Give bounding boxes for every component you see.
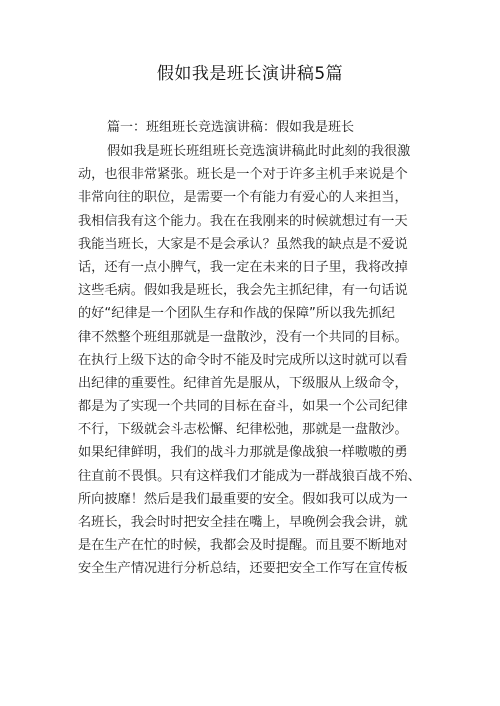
section-heading: 篇一：班组班长竞选演讲稿：假如我是班长 — [107, 120, 355, 135]
paragraph-line: 我相信我有这个能力。我在在我刚来的时候就想过有一天 — [78, 213, 408, 229]
paragraph-line: 话，还有一点小脾气，我一定在未来的日子里，我将改掉 — [78, 259, 408, 275]
paragraph-line: 我能当班长，大家是不是会承认？虽然我的缺点是不爱说 — [78, 236, 408, 252]
paragraph-line: 往直前不畏惧。只有这样我们才能成为一群战狼百战不殆、 — [78, 468, 421, 484]
paragraph-line: 这些毛病。假如我是班长，我会先主抓纪律，有一句话说 — [78, 283, 408, 299]
paragraph-line: 假如我是班长班组班长竞选演讲稿此时此刻的我很激 — [107, 144, 411, 159]
paragraph-line: 的好“纪律是一个团队生存和作战的保障”所以我先抓纪 — [78, 306, 395, 322]
paragraph-line: 律不然整个班组那就是一盘散沙，没有一个共同的目标。 — [78, 329, 408, 345]
paragraph-line: 安全生产情况进行分析总结，还要把安全工作写在宣传板 — [78, 561, 408, 577]
paragraph-line: 动，也很非常紧张。班长是一个对于许多主机手来说是个 — [78, 167, 408, 183]
paragraph-line: 不行，下级就会斗志松懈、纪律松弛，那就是一盘散沙。 — [78, 422, 408, 438]
paragraph-line: 如果纪律鲜明，我们的战斗力那就是像战狼一样嗷嗷的勇 — [78, 445, 408, 461]
paragraph-line: 所向披靡！然后是我们最重要的安全。假如我可以成为一 — [78, 491, 408, 507]
paragraph-line: 名班长，我会时时把安全挂在嘴上，早晚例会我会讲，就 — [78, 515, 408, 530]
paragraph-line: 都是为了实现一个共同的目标在奋斗，如果一个公司纪律 — [78, 399, 408, 415]
paragraph-line: 非常向往的职位，是需要一个有能力有爱心的人来担当， — [78, 190, 408, 206]
paragraph-line: 在执行上级下达的命令时不能及时完成所以这时就可以看 — [78, 352, 408, 368]
document-title: 假如我是班长演讲稿5篇 — [156, 64, 344, 84]
paragraph-line: 是在生产在忙的时候，我都会及时提醒。而且要不断地对 — [78, 538, 408, 554]
paragraph-line: 出纪律的重要性。纪律首先是服从，下级服从上级命令， — [78, 375, 408, 391]
body-paragraph — [78, 140, 438, 581]
